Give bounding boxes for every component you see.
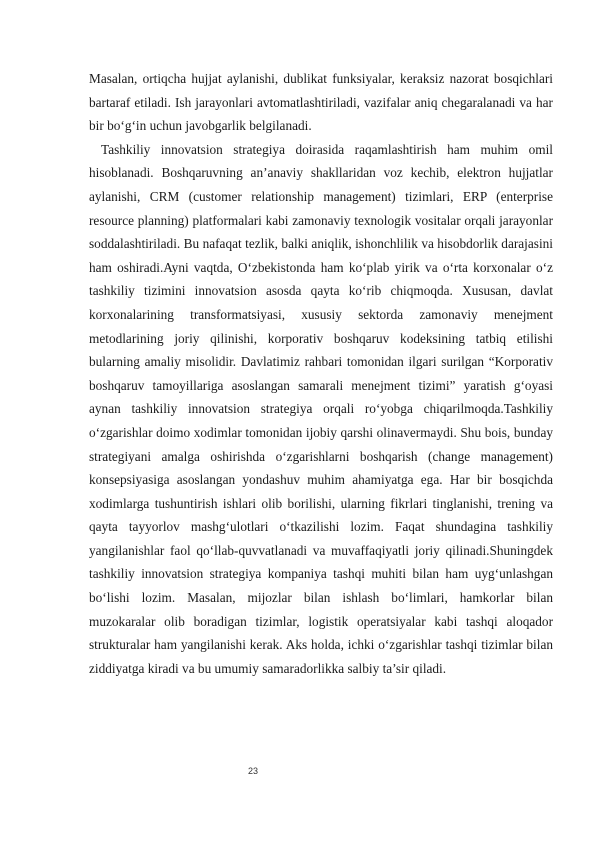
body-text [89,67,553,680]
paragraph-1: Masalan, ortiqcha hujjat aylanishi, dublikat funksiyalar, keraksiz nazorat bosqichlari bartaraf etiladi. Ish jarayonlari avtomatlashtiriladi, vazifalar aniq chegaralanadi va har bir bo‘g‘in uchun javobgarlik belgilanadi. [89,71,553,134]
page-number: 23 [248,766,259,776]
paragraph-2: Tashkiliy innovatsion strategiya doirasida raqamlashtirish ham muhim omil hisoblanadi. Boshqaruvning an’anaviy shakllaridan voz kechib, elektron hujjatlar aylanishi, CRM (customer relationship management) tizimlari, ERP (enterprise resource planning) platformalari kabi zamonaviy texnologik vositalar orqali jarayonlar soddalashtiriladi. Bu nafaqat tezlik, balki aniqlik, ishonchlilik va hisobdorlik darajasini ham oshiradi.Ayni vaqtda, O‘zbekistonda ham ko‘plab yirik va o‘rta korxonalar o‘z tashkiliy tizimini innovatsion asosda qayta ko‘rib chiqmoqda. Xususan, davlat korxonalarining transformatsiyasi, xususiy sektorda zamonaviy menejment metodlarining joriy qilinishi, korporativ boshqaruv kodeksining tatbiq etilishi bularning amaliy misolidir. Davlatimiz rahbari tomonidan ilgari surilgan “Korporativ boshqaruv tamoyillariga asoslangan samarali menejment tizimi” yaratish g‘oyasi aynan tashkiliy innovatsion strategiya orqali ro‘yobga chiqarilmoqda.Tashkiliy o‘zgarishlar doimo xodimlar tomonidan ijobiy qarshi olinavermaydi. Shu bois, bunday strategiyani amalga oshirishda o‘zgarishlarni boshqarish (change management) konsepsiyasiga asoslangan yondashuv muhim ahamiyatga ega. Har bir bosqichda xodimlarga tushuntirish ishlari olib borilishi, ularning fikrlari tinglanishi, trening va qayta tayyorlov mashg‘ulotlari o‘tkazilishi lozim. Faqat shundagina tashkiliy yangilanishlar faol qo‘llab-quvvatlanadi va muvaffaqiyatli joriy qilinadi.Shuningdek tashkiliy innovatsion strategiya kompaniya tashqi muhiti bilan ham uyg‘unlashgan bo‘lishi lozim. Masalan, mijozlar bilan ishlash bo‘limlari, hamkorlar bilan muzokaralar olib boradigan tizimlar, logistik operatsiyalar kabi tashqi aloqador strukturalar ham yangilanishi kerak. Aks holda, ichki o‘zgarishlar tashqi tizimlar bilan ziddiyatga kiradi va bu umumiy samaradorlikka salbiy ta’sir qiladi. [89,141,553,676]
